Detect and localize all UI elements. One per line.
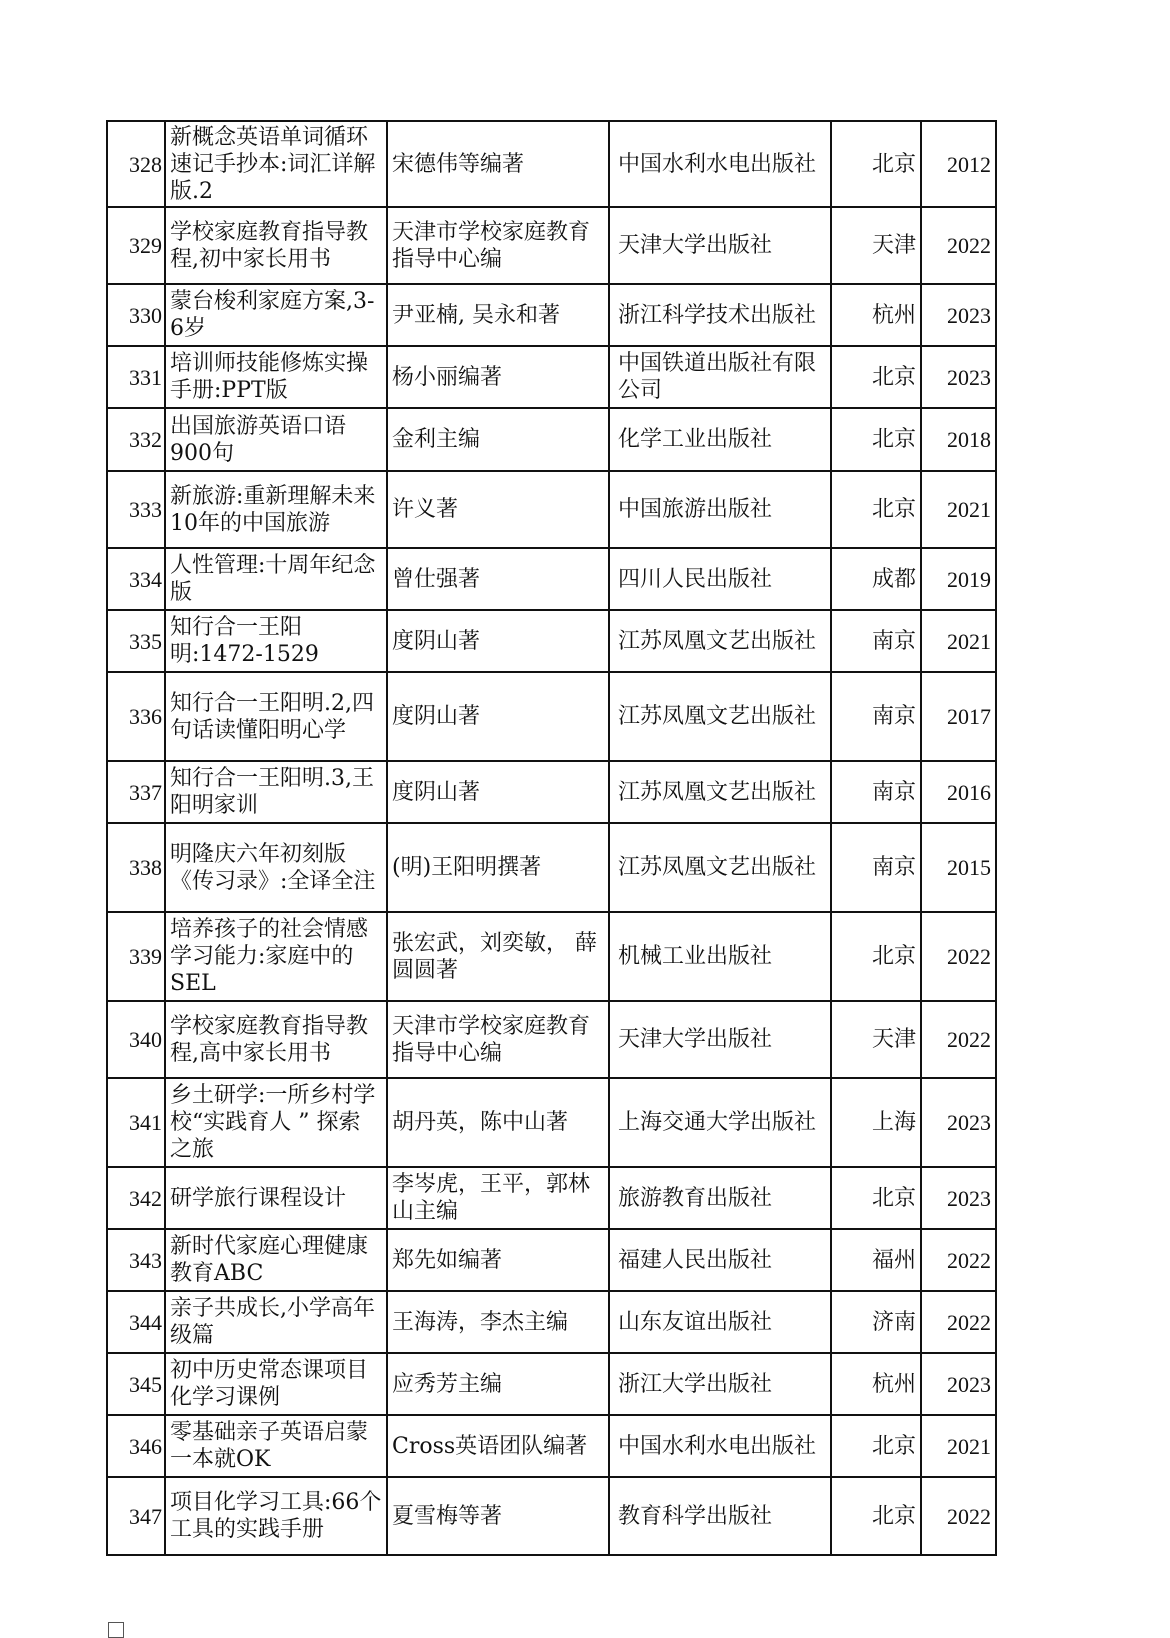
book-title: 项目化学习工具:66个工具的实践手册 [165,1477,387,1555]
publish-city: 北京 [831,1477,921,1555]
book-title: 零基础亲子英语启蒙一本就OK [165,1415,387,1477]
publish-year: 2016 [921,761,996,823]
publish-city: 北京 [831,408,921,471]
publish-city: 杭州 [831,284,921,346]
book-publisher: 江苏凤凰文艺出版社 [609,610,831,672]
table-row [107,1167,996,1229]
publish-year: 2015 [921,823,996,912]
book-publisher: 福建人民出版社 [609,1229,831,1291]
book-publisher: 江苏凤凰文艺出版社 [609,823,831,912]
publish-city: 杭州 [831,1353,921,1415]
book-list-table [106,120,997,1556]
record-number: 331 [107,346,165,408]
record-number: 341 [107,1078,165,1167]
record-number: 339 [107,912,165,1001]
publish-year: 2022 [921,1229,996,1291]
table-row [107,1415,996,1477]
table-row [107,1078,996,1167]
publish-city: 南京 [831,761,921,823]
book-author: 应秀芳主编 [387,1353,609,1415]
book-publisher: 江苏凤凰文艺出版社 [609,761,831,823]
book-title: 明隆庆六年初刻版《传习录》:全译全注 [165,823,387,912]
book-publisher: 教育科学出版社 [609,1477,831,1555]
table-row [107,284,996,346]
publish-year: 2023 [921,284,996,346]
book-title: 人性管理:十周年纪念版 [165,548,387,610]
publish-year: 2022 [921,207,996,284]
book-title: 乡土研学:一所乡村学校“实践育人 ” 探索之旅 [165,1078,387,1167]
book-author: 天津市学校家庭教育指导中心编 [387,1001,609,1078]
publish-year: 2021 [921,471,996,548]
book-author: 曾仕强著 [387,548,609,610]
publish-year: 2022 [921,1001,996,1078]
table-row [107,408,996,471]
table-row [107,1229,996,1291]
book-author: 王海涛，李杰主编 [387,1291,609,1353]
book-title: 研学旅行课程设计 [165,1167,387,1229]
book-publisher: 上海交通大学出版社 [609,1078,831,1167]
publish-city: 北京 [831,1167,921,1229]
book-title: 学校家庭教育指导教程,初中家长用书 [165,207,387,284]
book-publisher: 天津大学出版社 [609,207,831,284]
book-author: 尹亚楠, 吴永和著 [387,284,609,346]
book-title: 知行合一王阳明.3,王阳明家训 [165,761,387,823]
publish-city: 南京 [831,610,921,672]
publish-city: 成都 [831,548,921,610]
book-title: 培养孩子的社会情感学习能力:家庭中的SEL [165,912,387,1001]
record-number: 344 [107,1291,165,1353]
publish-year: 2023 [921,1353,996,1415]
page-corner-marker [108,1622,124,1638]
book-title: 初中历史常态课项目化学习课例 [165,1353,387,1415]
publish-city: 上海 [831,1078,921,1167]
publish-year: 2022 [921,912,996,1001]
book-author: 郑先如编著 [387,1229,609,1291]
table-row [107,1001,996,1078]
table-row [107,548,996,610]
record-number: 328 [107,121,165,207]
publish-city: 北京 [831,912,921,1001]
book-publisher: 中国铁道出版社有限公司 [609,346,831,408]
book-publisher: 中国水利水电出版社 [609,1415,831,1477]
record-number: 342 [107,1167,165,1229]
book-title: 培训师技能修炼实操手册:PPT版 [165,346,387,408]
record-number: 334 [107,548,165,610]
book-title: 亲子共成长,小学高年级篇 [165,1291,387,1353]
book-publisher: 天津大学出版社 [609,1001,831,1078]
publish-year: 2017 [921,672,996,761]
record-number: 337 [107,761,165,823]
book-author: 李岑虎，王平，郭林山主编 [387,1167,609,1229]
table-body [107,121,996,1555]
book-title: 出国旅游英语口语900句 [165,408,387,471]
record-number: 347 [107,1477,165,1555]
book-author: 度阴山著 [387,672,609,761]
book-author: 度阴山著 [387,610,609,672]
table-row [107,610,996,672]
publish-city: 济南 [831,1291,921,1353]
publish-city: 北京 [831,346,921,408]
book-author: 宋德伟等编著 [387,121,609,207]
publish-city: 南京 [831,672,921,761]
publish-city: 福州 [831,1229,921,1291]
table-row [107,346,996,408]
book-publisher: 化学工业出版社 [609,408,831,471]
book-publisher: 江苏凤凰文艺出版社 [609,672,831,761]
table-row [107,1477,996,1555]
publish-year: 2019 [921,548,996,610]
record-number: 340 [107,1001,165,1078]
book-author: 张宏武，刘奕敏， 薛圆圆著 [387,912,609,1001]
publish-year: 2021 [921,610,996,672]
record-number: 333 [107,471,165,548]
book-author: 胡丹英，陈中山著 [387,1078,609,1167]
book-title: 学校家庭教育指导教程,高中家长用书 [165,1001,387,1078]
book-author: (明)王阳明撰著 [387,823,609,912]
table-row [107,207,996,284]
publish-city: 天津 [831,207,921,284]
publish-year: 2022 [921,1291,996,1353]
book-title: 蒙台梭利家庭方案,3-6岁 [165,284,387,346]
book-author: 夏雪梅等著 [387,1477,609,1555]
publish-year: 2022 [921,1477,996,1555]
publish-year: 2023 [921,1078,996,1167]
book-publisher: 旅游教育出版社 [609,1167,831,1229]
record-number: 332 [107,408,165,471]
record-number: 336 [107,672,165,761]
book-publisher: 中国水利水电出版社 [609,121,831,207]
book-publisher: 浙江科学技术出版社 [609,284,831,346]
book-publisher: 浙江大学出版社 [609,1353,831,1415]
record-number: 345 [107,1353,165,1415]
book-title: 新时代家庭心理健康教育ABC [165,1229,387,1291]
book-title: 新旅游:重新理解未来10年的中国旅游 [165,471,387,548]
publish-city: 北京 [831,121,921,207]
publish-year: 2012 [921,121,996,207]
table-row [107,672,996,761]
book-author: 许义著 [387,471,609,548]
book-author: 天津市学校家庭教育指导中心编 [387,207,609,284]
table-row [107,761,996,823]
book-publisher: 四川人民出版社 [609,548,831,610]
publish-year: 2018 [921,408,996,471]
publish-year: 2023 [921,346,996,408]
book-publisher: 中国旅游出版社 [609,471,831,548]
publish-city: 天津 [831,1001,921,1078]
book-publisher: 山东友谊出版社 [609,1291,831,1353]
book-author: 金利主编 [387,408,609,471]
publish-city: 南京 [831,823,921,912]
book-author: 度阴山著 [387,761,609,823]
book-title: 新概念英语单词循环速记手抄本:词汇详解版.2 [165,121,387,207]
book-title: 知行合一王阳明.2,四句话读懂阳明心学 [165,672,387,761]
book-author: Cross英语团队编著 [387,1415,609,1477]
record-number: 343 [107,1229,165,1291]
record-number: 335 [107,610,165,672]
table-row [107,823,996,912]
book-publisher: 机械工业出版社 [609,912,831,1001]
record-number: 346 [107,1415,165,1477]
publish-city: 北京 [831,1415,921,1477]
record-number: 338 [107,823,165,912]
publish-year: 2023 [921,1167,996,1229]
table-row [107,912,996,1001]
publish-year: 2021 [921,1415,996,1477]
table-row [107,471,996,548]
book-author: 杨小丽编著 [387,346,609,408]
record-number: 329 [107,207,165,284]
table-row [107,1353,996,1415]
publish-city: 北京 [831,471,921,548]
table-row [107,1291,996,1353]
table-row [107,121,996,207]
record-number: 330 [107,284,165,346]
book-title: 知行合一王阳明:1472-1529 [165,610,387,672]
